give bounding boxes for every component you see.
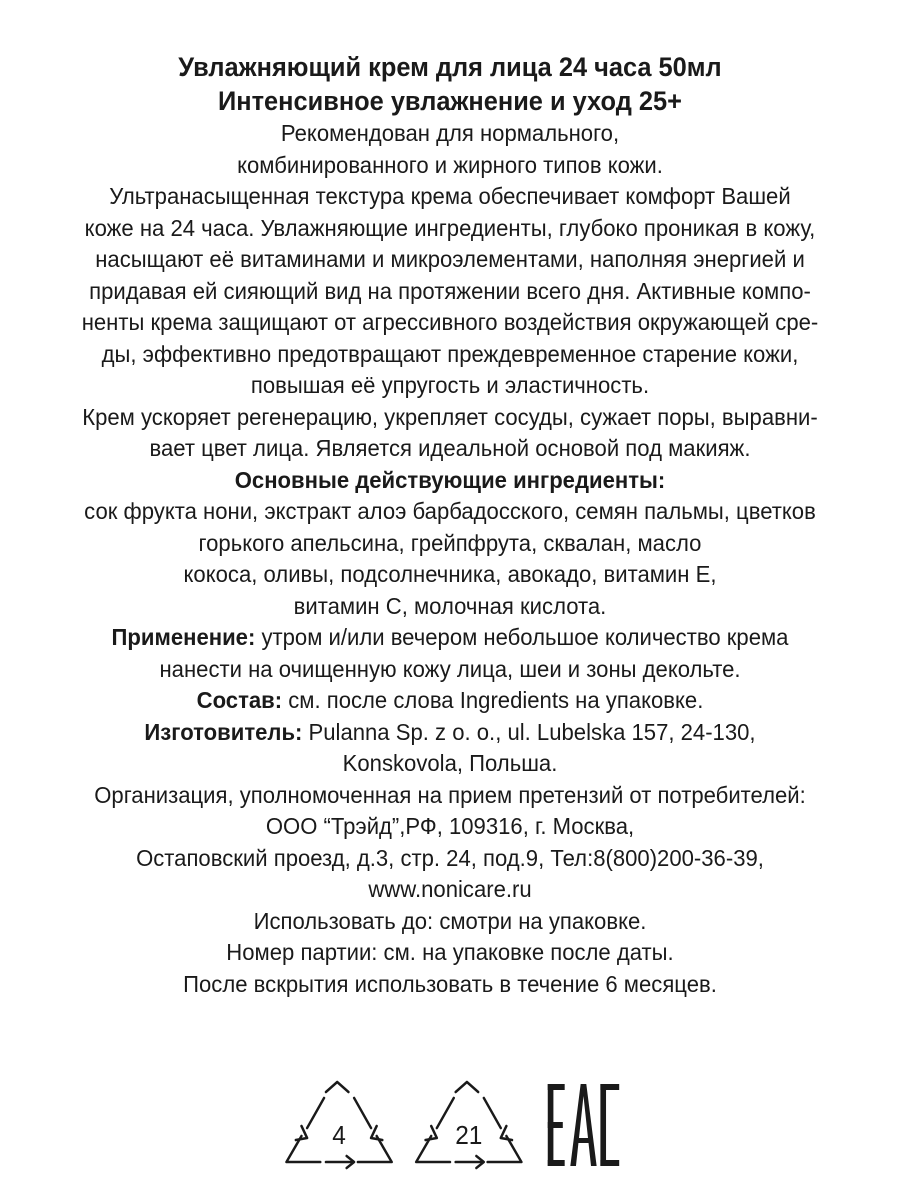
text-line: Konskovola, Польша.: [342, 750, 558, 776]
text-line: повышая её упругость и эластичность.: [250, 372, 650, 398]
composition-text: см. после слова Ingredients на упаковке.: [282, 687, 704, 713]
website-text: www.nonicare.ru: [368, 876, 532, 902]
text-line: придавая ей сияющий вид на протяжении всего дня. Активные компо-: [89, 277, 811, 304]
text-line: Рекомендован для нормального,: [280, 120, 620, 146]
packaging-symbols: [27, 1076, 873, 1174]
product-label: [27, 0, 873, 1200]
eac-mark-text: EAC: [545, 1076, 548, 1078]
recycle-triangle-icon: [279, 1076, 399, 1174]
product-subtitle: Интенсивное увлажнение и уход 25+: [218, 86, 682, 116]
text-line: вает цвет лица. Является идеальной основой под макияж.: [149, 435, 751, 461]
text-line: После вскрытия использовать в течение 6 месяцев.: [183, 970, 717, 997]
manufacturer-line: [27, 717, 873, 749]
composition-label: Состав:: [196, 687, 283, 713]
recommendation-block: [27, 118, 873, 181]
ingredients-heading: Основные действующие ингредиенты:: [234, 466, 666, 493]
text-line: Крем ускоряет регенерацию, укрепляет сосуды, сужает поры, выравни-: [82, 403, 818, 430]
claims-block: [27, 780, 873, 906]
text-line: насыщают её витаминами и микроэлементами, наполняя энергией и: [95, 246, 805, 272]
usage-block: [27, 622, 873, 685]
text-line: Ультранасыщенная текстура крема обеспечивает комфорт Вашей: [109, 183, 791, 209]
recycle-code: 4: [332, 1121, 346, 1151]
text-line: Организация, уполномоченная на прием претензий от потребителей:: [94, 781, 806, 808]
footer-notes: [27, 906, 873, 1001]
usage-label: Применение:: [111, 624, 256, 650]
text-line: Остаповский проезд, д.3, стр. 24, под.9, Тел:8(800)200-36-39,: [136, 844, 764, 871]
text-line: комбинированного и жирного типов кожи.: [237, 151, 663, 178]
text-line: сок фрукта нони, экстракт алоэ барбадосского, семян пальмы, цветков: [84, 498, 816, 524]
text-line: коже на 24 часа. Увлажняющие ингредиенты, глубоко проникая в кожу,: [84, 214, 816, 241]
ingredients-block: [27, 465, 873, 623]
manufacturer-block: [27, 717, 873, 780]
text-line: ды, эффективно предотвращают преждевременное старение кожи,: [101, 340, 799, 367]
text-line: горького апельсина, грейпфрута, сквалан, масло: [198, 529, 702, 556]
text-line: кокоса, оливы, подсолнечника, авокадо, витамин Е,: [183, 561, 717, 587]
product-title: Увлажняющий крем для лица 24 часа 50мл: [178, 52, 722, 82]
recycle-triangle-icon: [409, 1076, 529, 1174]
benefits-block: [27, 402, 873, 465]
manufacturer-label: Изготовитель:: [144, 718, 303, 745]
text-line: Номер партии: см. на упаковке после даты.: [226, 939, 674, 965]
usage-text: утром и/или вечером небольшое количество крема: [255, 624, 789, 650]
text-line: нанести на очищенную кожу лица, шеи и зоны декольте.: [159, 655, 741, 682]
text-line: Использовать до: смотри на упаковке.: [253, 907, 647, 934]
manufacturer-text: Pulanna Sp. z o. o., ul. Lubelska 157, 24-130,: [302, 718, 756, 745]
recycle-code: 21: [455, 1121, 483, 1151]
composition-line: [27, 685, 873, 717]
text-line: ООО “Трэйд”,РФ, 109316, г. Москва,: [265, 813, 635, 839]
eac-mark-icon: [546, 1076, 621, 1174]
text-line: ненты крема защищают от агрессивного воздействия окружающей сре-: [81, 309, 819, 335]
usage-line: [27, 622, 873, 654]
text-line: витамин С, молочная кислота.: [293, 592, 607, 619]
description-block: [27, 181, 873, 402]
